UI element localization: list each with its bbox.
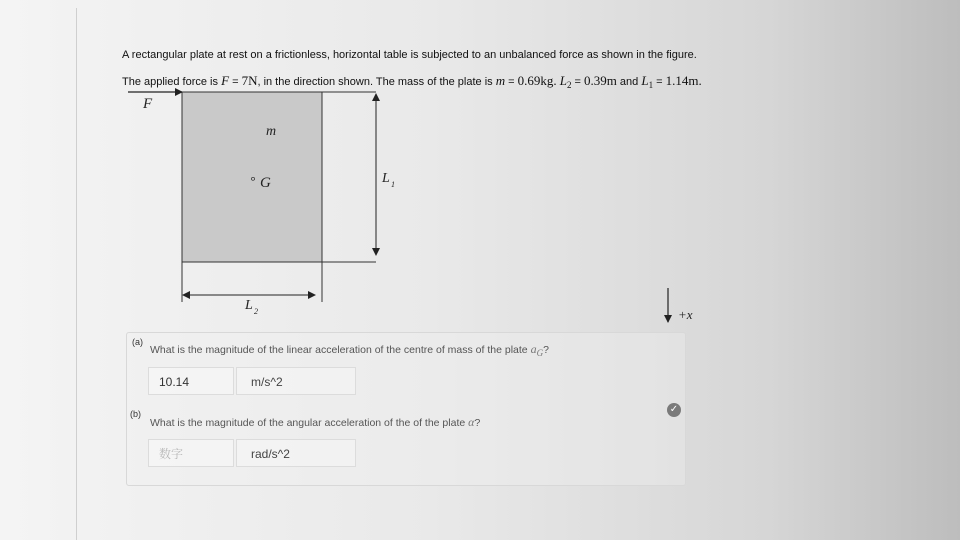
- l2-value: 0.39m: [584, 73, 617, 88]
- equals: =: [653, 76, 666, 88]
- question-b-prompt: What is the magnitude of the angular acceleration of the of the plate: [150, 417, 469, 429]
- l2-symbol: L: [559, 73, 567, 88]
- l1-value: 1.14m.: [665, 73, 702, 88]
- x-axis-label: +x: [678, 307, 693, 322]
- mass-symbol: m: [495, 73, 506, 88]
- force-symbol: F: [221, 73, 230, 88]
- equals: =: [505, 76, 518, 88]
- answer-b-unit[interactable]: rad/s^2: [236, 439, 356, 467]
- question-a-tail: ?: [543, 344, 549, 356]
- answer-a-input[interactable]: 10.14: [148, 367, 234, 395]
- question-b-text: [150, 415, 480, 430]
- equals: =: [229, 76, 242, 88]
- problem-text: , in the direction shown. The mass of the plate is: [257, 76, 496, 88]
- center-of-mass-label: G: [260, 175, 271, 191]
- mass-value: 0.69kg.: [517, 73, 557, 88]
- l2-subscript: 2: [566, 80, 572, 91]
- answer-b-placeholder: 数字: [159, 447, 184, 461]
- question-a-text: [150, 342, 549, 358]
- checkmark-icon: ✓: [667, 403, 681, 417]
- question-a-subscript: G: [536, 348, 544, 359]
- question-b-symbol: α: [468, 415, 475, 429]
- question-b-tail: ?: [474, 417, 481, 429]
- problem-text: The applied force is: [122, 76, 222, 88]
- question-a-prompt: What is the magnitude of the linear acceleration of the centre of mass of the plate: [150, 344, 531, 356]
- l2-label-subscript: 2: [254, 307, 258, 316]
- l2-label: L: [245, 298, 253, 313]
- l1-label: L: [382, 171, 390, 186]
- force-label: F: [143, 96, 153, 112]
- l1-symbol: L: [641, 73, 649, 88]
- answer-b-input[interactable]: [148, 439, 234, 467]
- l1-subscript: 1: [648, 80, 654, 91]
- answer-a-unit[interactable]: m/s^2: [236, 367, 356, 395]
- and-text: and: [616, 76, 642, 88]
- equals: =: [571, 76, 584, 88]
- problem-line-1: A rectangular plate at rest on a frictionless, horizontal table is subjected to an unbalanced force as shown in the figure.: [122, 49, 697, 61]
- center-dot: °: [250, 173, 256, 188]
- question-b-label: (b): [130, 409, 141, 419]
- mass-label: m: [266, 124, 277, 139]
- question-a-label: (a): [132, 337, 143, 347]
- force-value: 7N: [241, 73, 258, 88]
- l1-label-subscript: 1: [391, 180, 395, 189]
- question-a-symbol: a: [530, 342, 537, 356]
